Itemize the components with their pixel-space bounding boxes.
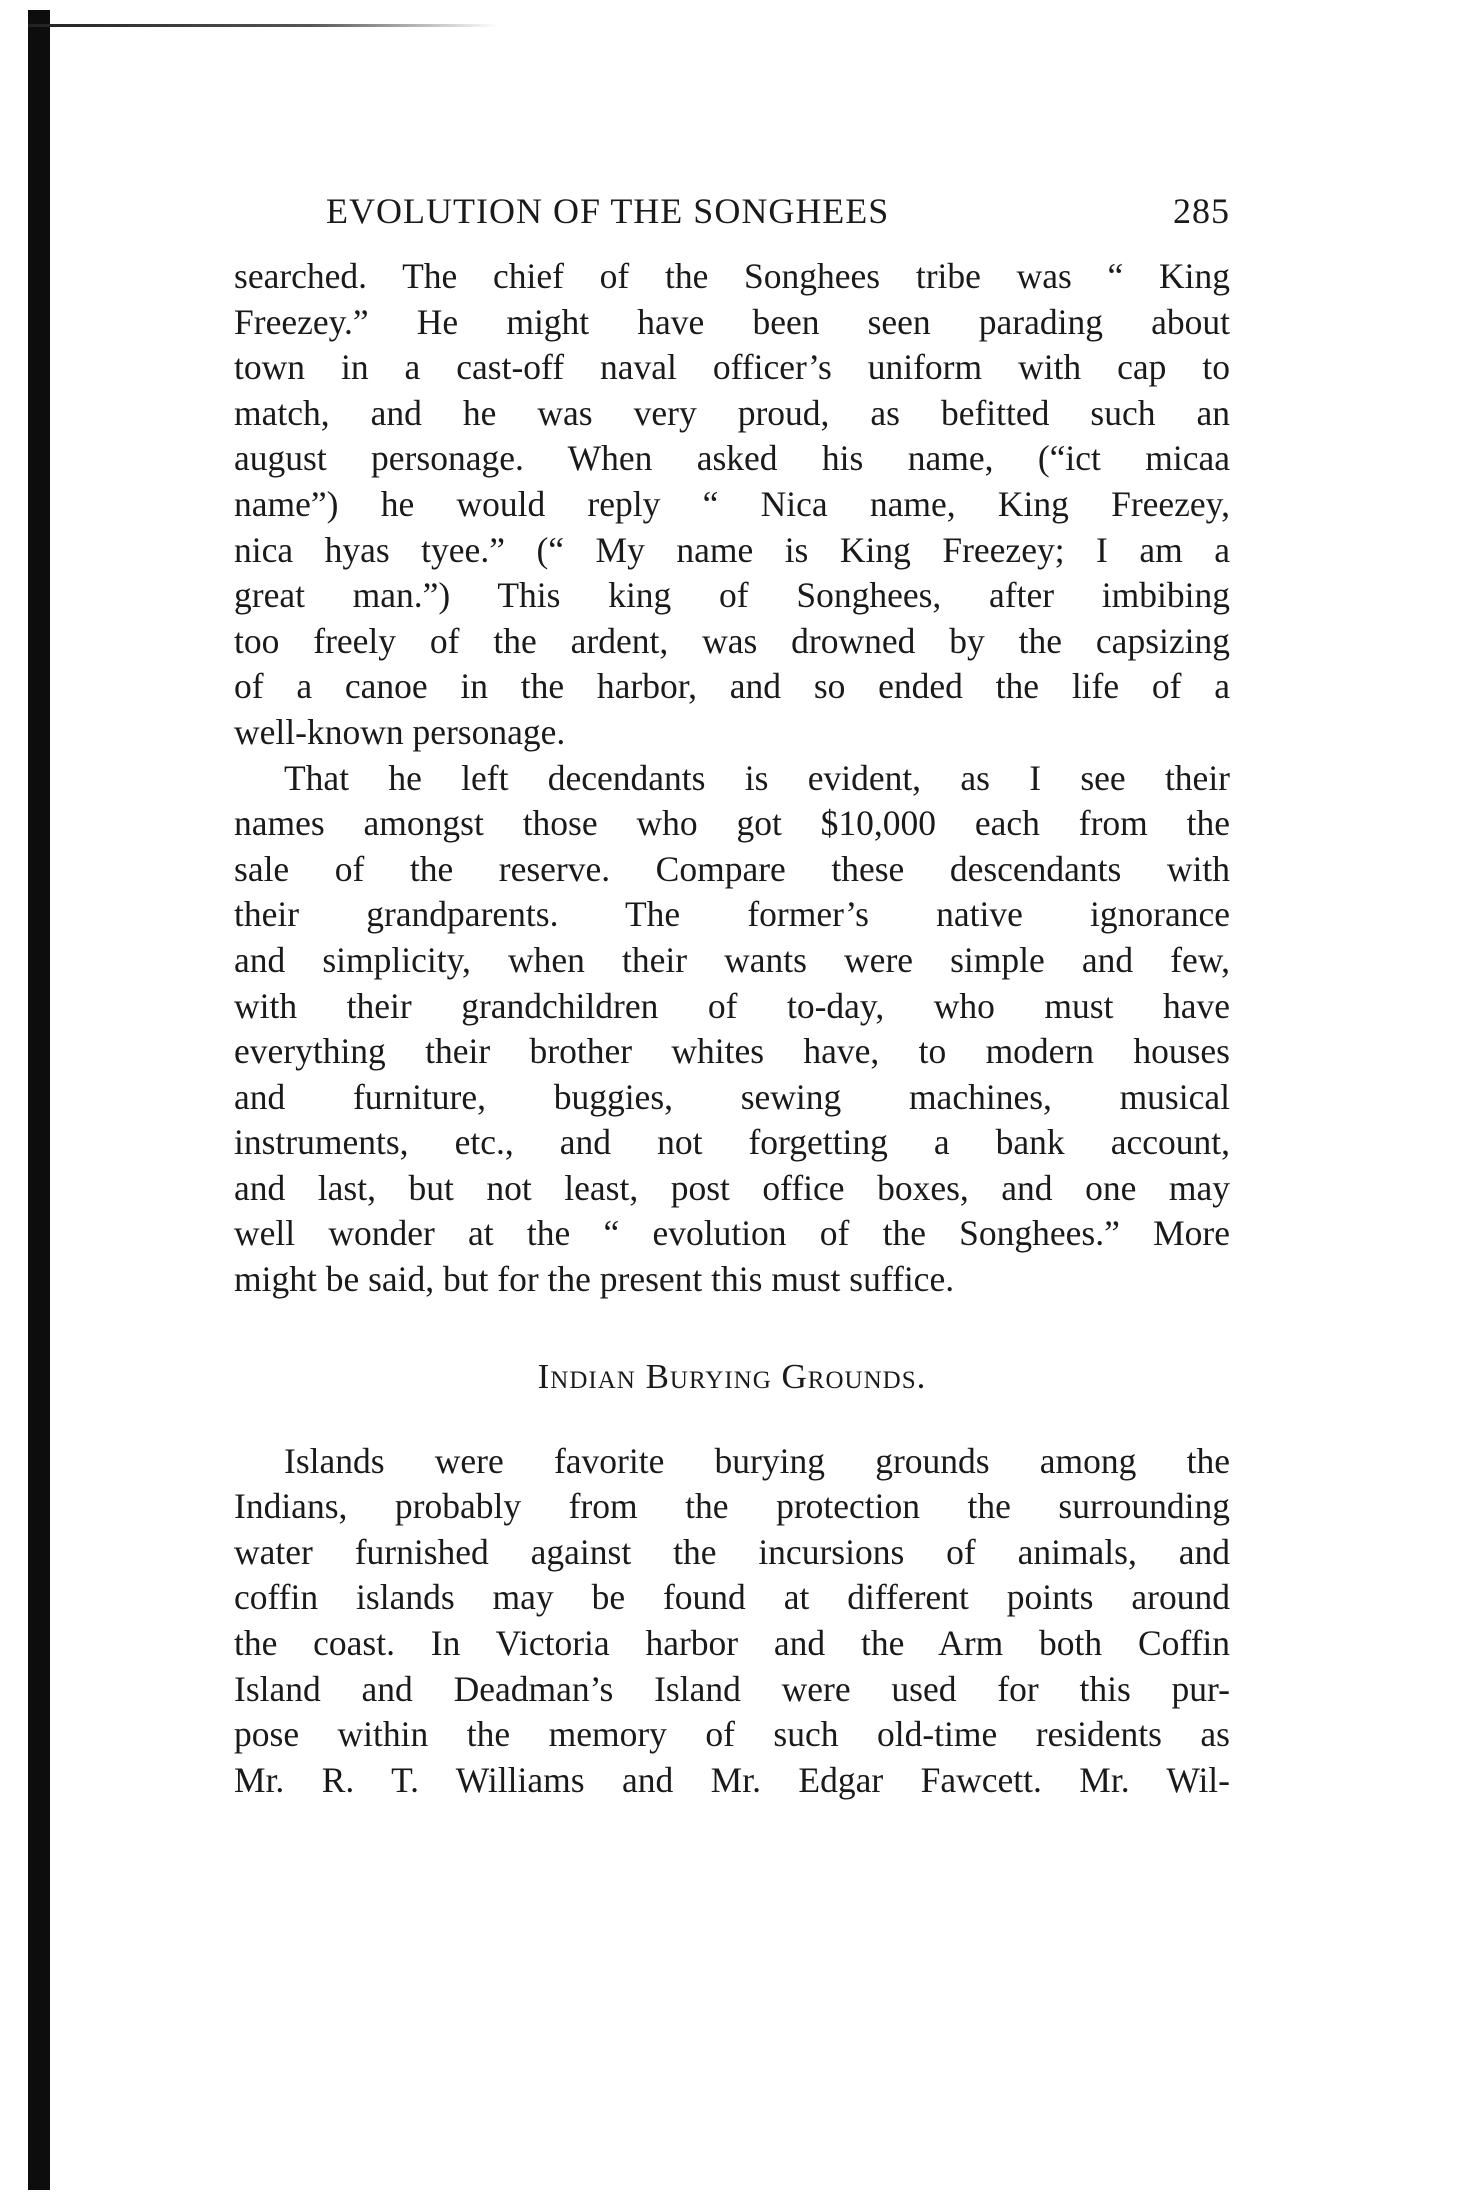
text-line: august personage. When asked his name, (“ict micaa bbox=[234, 438, 1230, 479]
text-line: with their grandchildren of to-day, who must have bbox=[234, 985, 1230, 1026]
text-line: well-known personage. bbox=[234, 711, 566, 752]
text-line: and last, but not least, post office boxes, and one may bbox=[234, 1167, 1230, 1208]
text-line: their grandparents. The former’s native ignorance bbox=[234, 894, 1230, 935]
text-line: match, and he was very proud, as befitted such an bbox=[234, 392, 1230, 433]
text-line: coffin islands may be found at different points around bbox=[234, 1577, 1230, 1618]
running-title: EVOLUTION OF THE SONGHEES bbox=[326, 191, 890, 231]
page-number: 285 bbox=[1173, 191, 1230, 231]
text-line: might be said, but for the present this must suffice. bbox=[234, 1259, 955, 1300]
text-line: town in a cast-off naval officer’s uniform with cap to bbox=[234, 347, 1230, 388]
text-line: Island and Deadman’s Island were used for this pur- bbox=[234, 1668, 1230, 1709]
text-line: of a canoe in the harbor, and so ended the life of a bbox=[234, 666, 1230, 707]
paragraph-descendants bbox=[234, 756, 1230, 1303]
running-head bbox=[234, 190, 1230, 246]
text-line: and simplicity, when their wants were simple and few, bbox=[234, 939, 1230, 980]
text-line: names amongst those who got $10,000 each from the bbox=[234, 803, 1230, 844]
scan-top-edge bbox=[28, 24, 498, 27]
text-line: too freely of the ardent, was drowned by the capsizing bbox=[234, 620, 1230, 661]
book-page bbox=[234, 190, 1230, 1803]
paragraph-burying-grounds bbox=[234, 1439, 1230, 1804]
text-line: the coast. In Victoria harbor and the Arm both Coffin bbox=[234, 1623, 1230, 1664]
text-line: water furnished against the incursions of animals, and bbox=[234, 1531, 1230, 1572]
text-line: and furniture, buggies, sewing machines, musical bbox=[234, 1076, 1230, 1117]
text-line: instruments, etc., and not forgetting a bank account, bbox=[234, 1122, 1230, 1163]
text-line: Freezey.” He might have been seen parading about bbox=[234, 301, 1230, 342]
text-line: That he left decendants is evident, as I see their bbox=[284, 757, 1230, 798]
text-line: great man.”) This king of Songhees, after imbibing bbox=[234, 575, 1230, 616]
text-line: Indians, probably from the protection the surrounding bbox=[234, 1486, 1230, 1527]
text-line: searched. The chief of the Songhees tribe was “ King bbox=[234, 256, 1230, 296]
text-line: Mr. R. T. Williams and Mr. Edgar Fawcett. Mr. Wil- bbox=[234, 1759, 1230, 1800]
text-line: sale of the reserve. Compare these descendants with bbox=[234, 848, 1230, 889]
text-line: nica hyas tyee.” (“ My name is King Freezey; I am a bbox=[234, 529, 1230, 570]
text-line: pose within the memory of such old-time residents as bbox=[234, 1714, 1230, 1755]
text-line: everything their brother whites have, to modern houses bbox=[234, 1031, 1230, 1072]
text-line: name”) he would reply “ Nica name, King Freezey, bbox=[234, 483, 1230, 524]
section-heading: Indian Burying Grounds. bbox=[537, 1356, 927, 1396]
paragraph-king-freezey bbox=[234, 254, 1230, 756]
scan-binding-edge bbox=[28, 10, 50, 2190]
text-line: well wonder at the “ evolution of the Songhees.” More bbox=[234, 1213, 1230, 1254]
text-line: Islands were favorite burying grounds among the bbox=[284, 1440, 1230, 1481]
